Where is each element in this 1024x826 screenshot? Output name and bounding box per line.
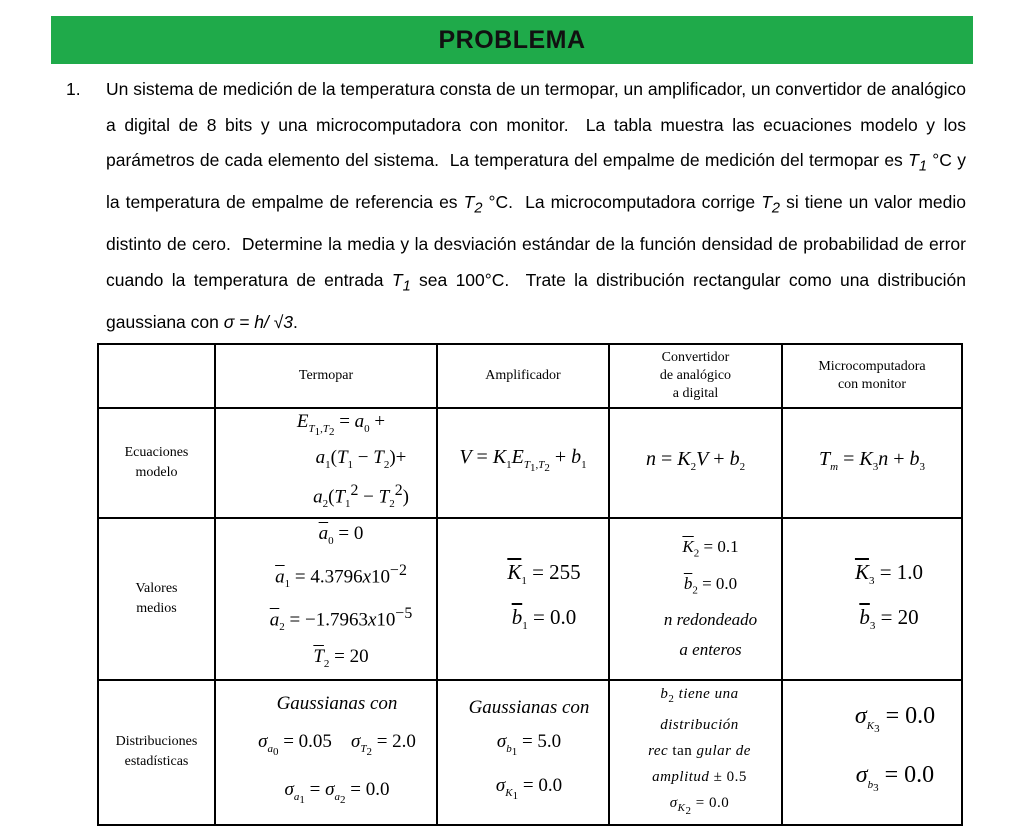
table-header-row [98,344,962,408]
row-label-ecuaciones: Ecuaciones modelo [98,408,215,518]
table-row-ecuaciones [98,408,962,518]
eq-amplificador: $V = K_1E_{T_1,T_2} + b_1$ [437,408,609,518]
val-microcomputadora: $\overline{K}_3 = 1.0$ $\overline{b}_3 = 20$ [782,518,962,680]
dist-termopar: Gaussianas con $\sigma_{a_0} = 0.05$ $\sigma_{T_2} = 2.0$ $\sigma_{a_1} = \sigma_{a_2} = 0.0$ [215,680,437,825]
dist-convertidor: $b_2$ tiene una distribución rec tan gular de amplitud ± 0.5 $\sigma_{K_2} = 0.0$ [609,680,782,825]
val-convertidor: $\overline{K}_2 = 0.1$ $\overline{b}_2 = 0.0$ n redondeado a enteros [609,518,782,680]
eq-convertidor: $n = K_2V + b_2$ [609,408,782,518]
parameters-table [97,343,963,826]
header-convertidor: Convertidor de analógico a digital [609,344,782,408]
page-title: PROBLEMA [438,25,586,54]
problem-text: Un sistema de medición de la temperatura consta de un termopar, un amplificador, un convertidor de analógico a digital de 8 bits y una microcomputadora con monitor. La tabla muestra las ecuaciones modelo y los parámetros de cada elemento del sistema. La temperatura del empalme de medición del termopar es $T_1$ °C y la temperatura de empalme de referencia es $T_2$ °C. La microcomputadora corrige $T_2$ si tiene un valor medio distinto de cero. Determine la media y la desviación estándar de la función densidad de probabilidad de error cuando la temperatura de entrada $T_1$ sea 100°C. Trate la distribución rectangular como una distribución gaussiana con σ = h/ √3. [106,79,967,332]
table-row-distribuciones [98,680,962,825]
problem-statement [66,72,966,340]
row-label-valores: Valores medios [98,518,215,680]
val-amplificador: $\overline{K}_1 = 255$ $\overline{b}_1 = 0.0$ [437,518,609,680]
problem-number: 1. [66,79,81,99]
table-row-valores [98,518,962,680]
dist-amplificador: Gaussianas con $\sigma_{b_1} = 5.0$ $\sigma_{K_1} = 0.0$ [437,680,609,825]
row-label-distribuciones: Distribuciones estadísticas [98,680,215,825]
eq-termopar: $E_{T_1,T_2} = a_0$ + $a_1(T_1 - T_2)+$ $a_2(T_1^2 - T_2^2)$ [215,408,437,518]
header-amplificador: Amplificador [437,344,609,408]
title-banner [51,16,973,64]
header-microcomputadora: Microcomputadora con monitor [782,344,962,408]
dist-microcomputadora: $\sigma_{K_3} = 0.0$ $\sigma_{b_3} = 0.0$ [782,680,962,825]
header-termopar: Termopar [215,344,437,408]
eq-microcomputadora: $T_m = K_3n + b_3$ [782,408,962,518]
header-empty-cell [98,344,215,408]
val-termopar: $\overline{a}_0 = 0$ $\overline{a}_1 = 4.3796x10^{-2}$ $\overline{a}_2 = -1.7963x10^{-5}$ $\overline{T}_2 = 20$ [215,518,437,680]
